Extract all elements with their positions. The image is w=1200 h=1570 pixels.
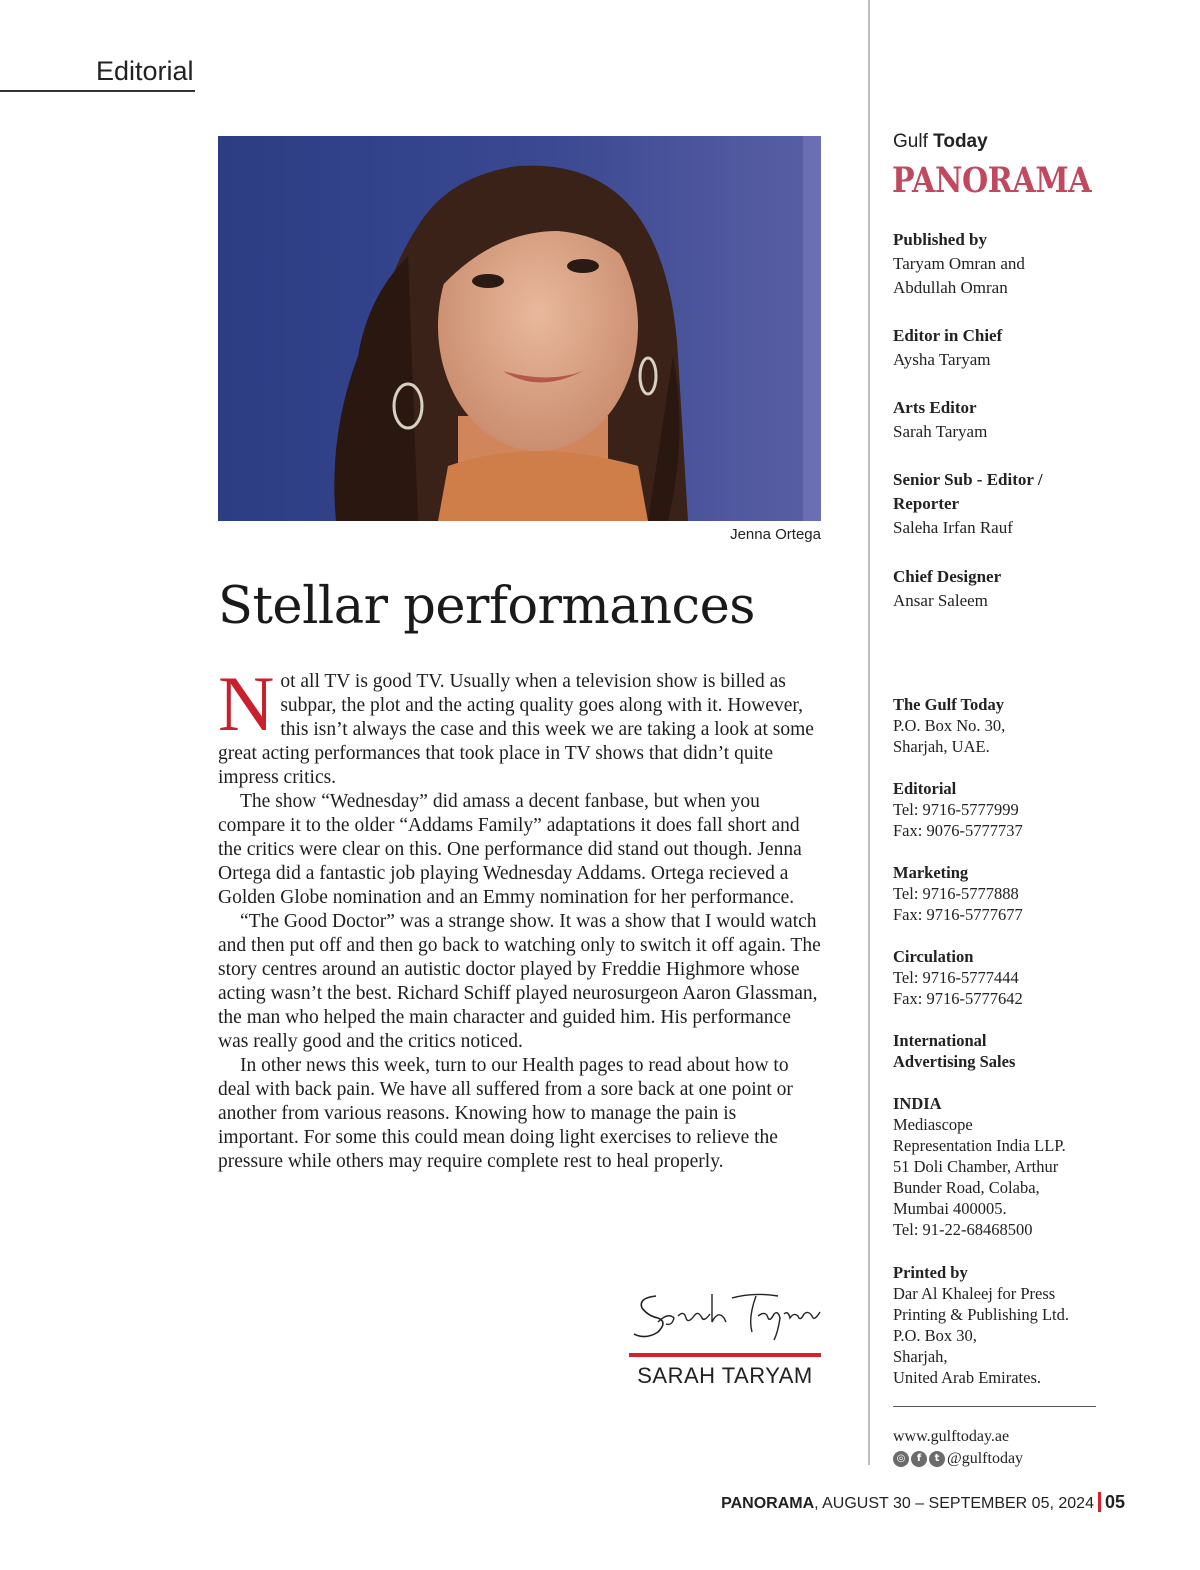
brand-gulf-today: Gulf Today [893,131,988,152]
footer-dates: , AUGUST 30 – SEPTEMBER 05, 2024 [814,1495,1094,1512]
paragraph: In other news this week, turn to our Health pages to read about how to deal with back pain. We have all suffered from a sore back at one point or another from various reasons. Knowing how to manage the pain is important. For some this could mean doing light exercises to relieve the pressure while others may require complete rest to heal properly. [218,1055,793,1172]
social-handle: @gulftoday [947,1450,1024,1467]
footer-divider [1098,1492,1101,1512]
author-name: SARAH TARYAM [637,1363,813,1388]
staff-editor-in-chief: Editor in Chief Aysha Taryam [893,326,1003,369]
india-office: INDIA Mediascope Representation India LLP. 51 Doli Chamber, Arthur Bunder Road, Colaba, Mumbai 400005. Tel: 91-22-68468500 [893,1094,1066,1239]
staff-senior-sub-editor: Senior Sub - Editor / Reporter Saleha Irfan Rauf [893,470,1043,537]
contact-editorial: Editorial Tel: 9716-5777999 Fax: 9076-5777737 [893,779,1023,840]
drop-cap: N [218,660,275,747]
website-link[interactable]: www.gulftoday.ae [893,1428,1010,1445]
page-number: 05 [1104,1492,1125,1512]
paragraph-text: ot all TV is good TV. Usually when a television show is billed as subpar, the plot and the acting quality goes along with it. However, this isn’t always the case and this week we are taking a look at some great acting performances that took place in TV shows that didn’t quite impress critics. [218,671,814,788]
column-divider [868,0,870,1465]
footer-magazine: PANORAMA [721,1495,815,1512]
article-body [218,660,821,1174]
brand-panorama: PANORAMA [892,160,1092,201]
facebook-icon[interactable]: f [911,1451,927,1467]
printed-by: Printed by Dar Al Khaleej for Press Printing & Publishing Ltd. P.O. Box 30, Sharjah, United Arab Emirates. [893,1263,1070,1387]
portrait-illustration [218,136,821,521]
article-headline: Stellar performances [218,577,755,636]
masthead-rule [893,1406,1096,1407]
section-label: Editorial [96,56,194,86]
portrait-photo [218,136,821,521]
staff-published-by: Published by Taryam Omran and Abdullah Omran [893,230,1025,297]
photo-caption: Jenna Ortega [730,526,821,543]
ads-heading: International Advertising Sales [893,1031,1016,1071]
instagram-icon[interactable]: ◎ [893,1451,909,1467]
page-footer [721,1492,1125,1513]
handwritten-signature [628,1288,824,1344]
staff-arts-editor: Arts Editor Sarah Taryam [893,398,988,441]
contact-marketing: Marketing Tel: 9716-5777888 Fax: 9716-5777677 [893,863,1023,924]
staff-chief-designer: Chief Designer Ansar Saleem [893,567,1002,610]
social-links [893,1448,1023,1470]
signature-rule [629,1353,821,1357]
section-rule [0,90,195,92]
twitter-icon[interactable]: t [929,1451,945,1467]
paragraph [218,660,821,790]
paragraph: “The Good Doctor” was a strange show. It was a show that I would watch and then put off and then go back to watching only to switch it off again. The story centres around an autistic doctor played by Freddie Highmore whose acting wasn’t the best. Richard Schiff played neurosurgeon Aaron Glassman, the man who helped the main character and guided him. His performance was really good and the critics noticed. [218,911,821,1052]
contact-circulation: Circulation Tel: 9716-5777444 Fax: 9716-5777642 [893,947,1023,1008]
office-address: The Gulf Today P.O. Box No. 30, Sharjah, UAE. [893,695,1006,756]
paragraph: The show “Wednesday” did amass a decent fanbase, but when you compare it to the older “Addams Family” adaptations it does fall short and the critics were clear on this. One performance did stand out though. Jenna Ortega did a fantastic job playing Wednesday Addams. Ortega recieved a Golden Globe nomination and an Emmy nomination for her performance. [218,791,802,908]
